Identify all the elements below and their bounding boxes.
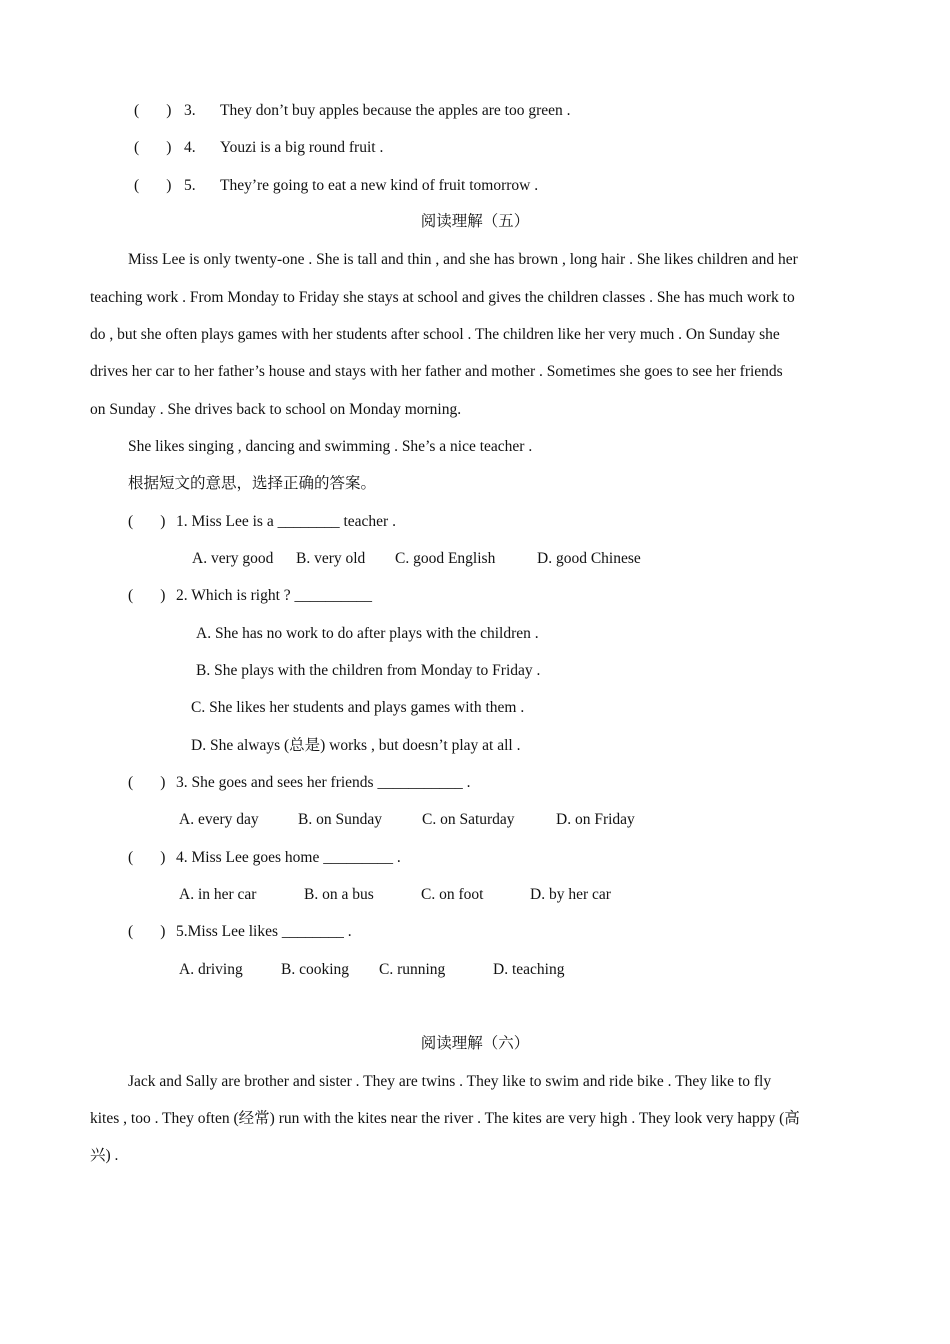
section-title: 阅读理解（六） — [420, 1035, 530, 1052]
option-b: B. She plays with the children from Monday to Friday . — [196, 662, 541, 679]
question-number: 3. — [184, 102, 196, 119]
option-a: A. every day — [179, 811, 259, 828]
option-c: C. on Saturday — [422, 811, 515, 828]
passage-line: teaching work . From Monday to Friday she stays at school and gives the children classes . She has much work to — [90, 289, 795, 306]
option-b: B. very old — [296, 550, 366, 567]
question-text: They don’t buy apples because the apples are too green . — [220, 102, 571, 119]
passage-line: Miss Lee is only twenty-one . She is tall and thin , and she has brown , long hair . She likes children and her — [128, 251, 798, 268]
question-text: Youzi is a big round fruit . — [220, 139, 384, 156]
option-b: B. cooking — [281, 961, 350, 978]
question-text: 3. She goes and sees her friends ___________ . — [176, 774, 471, 791]
passage-line: do , but she often plays games with her students after school . The children like her very much . On Sunday she — [90, 326, 780, 343]
question-text: 4. Miss Lee goes home _________ . — [176, 849, 401, 866]
answer-bracket[interactable]: ( ) — [128, 587, 166, 604]
question-text: They’re going to eat a new kind of fruit tomorrow . — [220, 177, 539, 194]
passage-line: Jack and Sally are brother and sister . They are twins . They like to swim and ride bike . They like to fly — [128, 1073, 772, 1090]
passage-line: 兴) . — [90, 1147, 119, 1164]
option-c: C. running — [379, 961, 446, 978]
instruction: 根据短文的意思，选择正确的答案。 — [128, 475, 377, 492]
answer-bracket[interactable]: ( ) — [128, 774, 166, 791]
answer-bracket[interactable]: ( ) — [128, 513, 166, 530]
answer-bracket[interactable]: ( ) — [128, 923, 166, 940]
option-c: C. on foot — [421, 886, 484, 903]
answer-bracket[interactable]: ( ) — [134, 177, 172, 194]
answer-bracket[interactable]: ( ) — [134, 139, 172, 156]
passage-line: She likes singing , dancing and swimming . She’s a nice teacher . — [128, 438, 533, 455]
option-c: C. She likes her students and plays games with them . — [191, 699, 525, 716]
passage-line: drives her car to her father’s house and stays with her father and mother . Sometimes she goes to see her friends — [90, 363, 783, 380]
question-text: 2. Which is right ? __________ — [176, 587, 373, 604]
option-a: A. driving — [179, 961, 243, 978]
option-d: D. good Chinese — [537, 550, 641, 567]
section-title: 阅读理解（五） — [420, 213, 530, 230]
passage-line: kites , too . They often (经常) run with the kites near the river . The kites are very high . They look very happy (高 — [90, 1110, 800, 1127]
option-b: B. on Sunday — [298, 811, 382, 828]
answer-bracket[interactable]: ( ) — [128, 849, 166, 866]
question-number: 5. — [184, 177, 196, 194]
passage-line: on Sunday . She drives back to school on Monday morning. — [90, 401, 462, 418]
option-b: B. on a bus — [304, 886, 374, 903]
question-number: 4. — [184, 139, 196, 156]
answer-bracket[interactable]: ( ) — [134, 102, 172, 119]
option-a: A. in her car — [179, 886, 257, 903]
option-d: D. by her car — [530, 886, 611, 903]
option-d: D. teaching — [493, 961, 565, 978]
option-d: D. on Friday — [556, 811, 635, 828]
option-a: A. very good — [192, 550, 274, 567]
option-d: D. She always (总是) works , but doesn’t play at all . — [191, 737, 521, 754]
question-text: 5.Miss Lee likes ________ . — [176, 923, 352, 940]
option-a: A. She has no work to do after plays with the children . — [196, 625, 539, 642]
question-text: 1. Miss Lee is a ________ teacher . — [176, 513, 396, 530]
option-c: C. good English — [395, 550, 496, 567]
